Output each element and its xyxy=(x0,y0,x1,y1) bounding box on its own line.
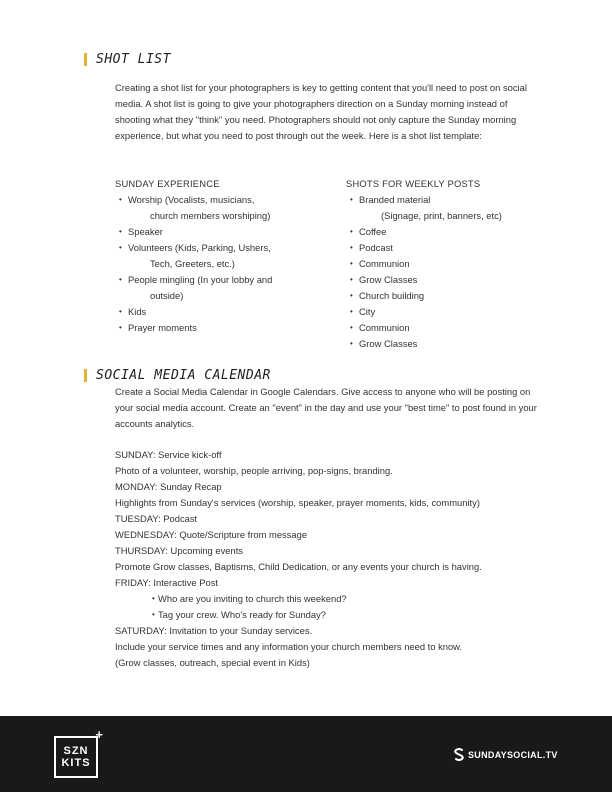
list-item xyxy=(346,288,556,304)
column-heading: SHOTS FOR WEEKLY POSTS xyxy=(346,178,481,189)
calendar-line xyxy=(115,447,555,463)
list-item xyxy=(115,272,335,304)
section-title: SOCIAL MEDIA CALENDAR xyxy=(96,368,271,383)
calendar-line-text: Tag your crew. Who's ready for Sunday? xyxy=(158,609,327,620)
calendar-line-text: WEDNESDAY: Quote/Scripture from message xyxy=(115,529,308,540)
list-item-text: City xyxy=(359,306,376,317)
shot-list-intro: Creating a shot list for your photographers is key to getting content that you'll need to post on social media. A shot list is going to give your photographers direction on a Sunday morning instead of shooting what they "think" you need. Photographers should not only capture the Sunday morning experience, but what you need to post through out the week. Here is a shot list template: xyxy=(115,82,527,141)
sunday-experience-column xyxy=(115,176,335,336)
calendar-line-text: THURSDAY: Upcoming events xyxy=(115,545,243,556)
weekly-posts-column xyxy=(346,176,556,352)
logo-line: KITS xyxy=(61,757,91,769)
calendar-line-text: (Grow classes, outreach, special event in Kids) xyxy=(115,657,310,668)
calendar-bullet-line xyxy=(115,591,555,607)
weekly-posts-list xyxy=(346,192,556,352)
list-item-text: Communion xyxy=(359,258,410,269)
sunday-social-logo-icon xyxy=(454,748,464,761)
calendar-line-text: FRIDAY: Interactive Post xyxy=(115,577,218,588)
list-item-continuation: outside) xyxy=(150,290,184,301)
footer xyxy=(0,716,612,792)
list-item-text: Coffee xyxy=(359,226,387,237)
list-item-text: Volunteers (Kids, Parking, Ushers, xyxy=(128,242,271,253)
calendar-heading xyxy=(84,368,271,383)
list-item xyxy=(346,272,556,288)
shot-list-heading xyxy=(84,52,171,67)
calendar-line-text: Include your service times and any information your church members need to know. xyxy=(115,641,463,652)
section-title: SHOT LIST xyxy=(96,52,171,67)
column-heading: SUNDAY EXPERIENCE xyxy=(115,178,220,189)
calendar-line xyxy=(115,543,555,559)
calendar-line xyxy=(115,559,555,575)
calendar-intro: Create a Social Media Calendar in Google Calendars. Give access to anyone who will be posting on your social media account. Create an "event" in the day and use your "best time" to post found in your accounts analytics. xyxy=(115,386,537,429)
calendar-line xyxy=(115,479,555,495)
plus-icon: + xyxy=(95,727,104,742)
szn-kits-logo xyxy=(54,727,104,778)
list-item-text: Prayer moments xyxy=(128,322,197,333)
list-item-continuation: (Signage, print, banners, etc) xyxy=(381,210,502,221)
list-item xyxy=(346,320,556,336)
calendar-line xyxy=(115,655,555,671)
calendar-line-text: MONDAY: Sunday Recap xyxy=(115,481,222,492)
list-item-text: Grow Classes xyxy=(359,338,418,349)
calendar-line xyxy=(115,463,555,479)
list-item-text: Podcast xyxy=(359,242,393,253)
list-item-continuation: Tech, Greeters, etc.) xyxy=(150,258,235,269)
list-item-text: Grow Classes xyxy=(359,274,418,285)
list-item xyxy=(115,192,335,224)
calendar-line-text: Photo of a volunteer, worship, people arriving, pop-signs, branding. xyxy=(115,465,393,476)
calendar-schedule xyxy=(115,447,555,671)
calendar-line-text: Promote Grow classes, Baptisms, Child Dedication, or any events your church is having. xyxy=(115,561,482,572)
list-item-text: Speaker xyxy=(128,226,163,237)
logo-line: SZN xyxy=(63,745,89,757)
list-item-text: People mingling (In your lobby and xyxy=(128,274,273,285)
list-item-text: Worship (Vocalists, musicians, xyxy=(128,194,255,205)
calendar-line xyxy=(115,623,555,639)
accent-bar xyxy=(84,369,87,382)
calendar-line xyxy=(115,495,555,511)
list-item-continuation: church members worshiping) xyxy=(150,210,271,221)
calendar-line xyxy=(115,511,555,527)
calendar-line-text: SUNDAY: Service kick-off xyxy=(115,449,222,460)
list-item-text: Communion xyxy=(359,322,410,333)
list-item-text: Church building xyxy=(359,290,425,301)
calendar-line-text: TUESDAY: Podcast xyxy=(115,513,198,524)
list-item xyxy=(346,304,556,320)
list-item xyxy=(115,240,335,272)
list-item xyxy=(115,320,335,336)
list-item xyxy=(115,224,335,240)
sunday-experience-list xyxy=(115,192,335,336)
calendar-line-text: Who are you inviting to church this weekend? xyxy=(158,593,347,604)
calendar-line xyxy=(115,639,555,655)
list-item xyxy=(346,192,556,224)
calendar-line-text: SATURDAY: Invitation to your Sunday services. xyxy=(115,625,313,636)
list-item xyxy=(115,304,335,320)
list-item xyxy=(346,224,556,240)
brand-link[interactable]: SUNDAYSOCIAL.TV xyxy=(468,749,558,760)
calendar-line xyxy=(115,527,555,543)
calendar-bullet-line xyxy=(115,607,555,623)
list-item-text: Branded material xyxy=(359,194,431,205)
calendar-line-text: Highlights from Sunday's services (worship, speaker, prayer moments, kids, community) xyxy=(115,497,480,508)
list-item xyxy=(346,336,556,352)
list-item-text: Kids xyxy=(128,306,147,317)
accent-bar xyxy=(84,53,87,66)
calendar-line xyxy=(115,575,555,591)
sunday-social-brand[interactable] xyxy=(454,748,558,761)
list-item xyxy=(346,240,556,256)
list-item xyxy=(346,256,556,272)
